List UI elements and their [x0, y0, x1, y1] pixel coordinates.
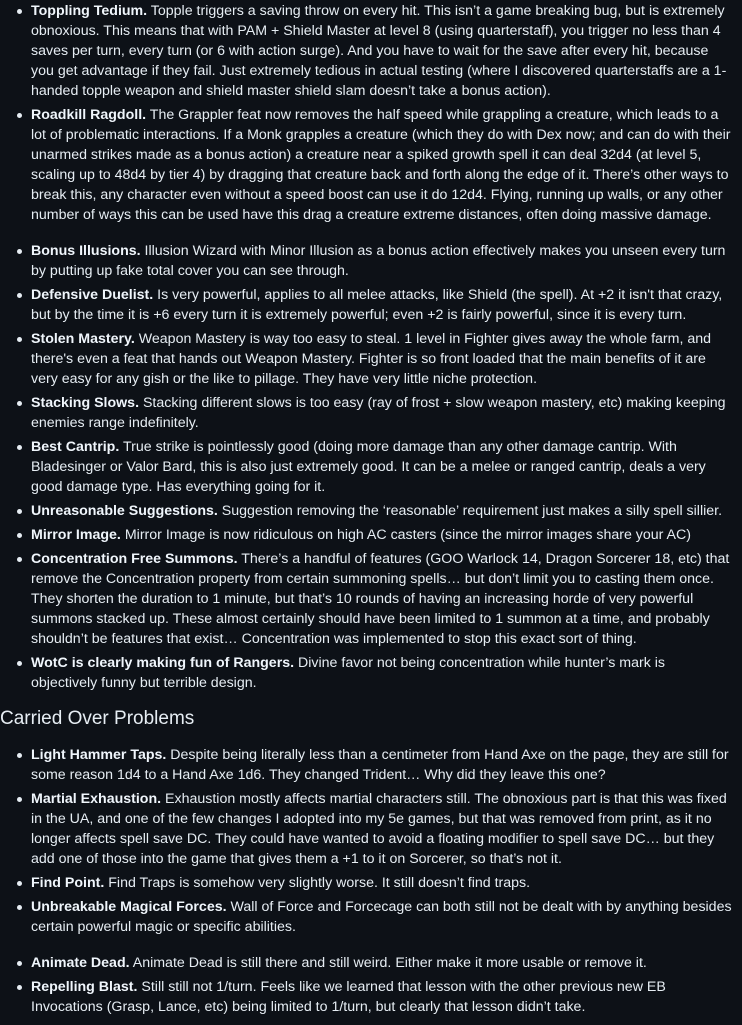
item-title: Stolen Mastery.	[31, 331, 135, 347]
list-item	[0, 953, 742, 973]
carried-over-list	[0, 745, 742, 1017]
item-title: WotC is clearly making fun of Rangers.	[31, 655, 295, 671]
item-text: Wall of Force and Forcecage can both still not be dealt with by anything besides certain powerful magic or specific abilities.	[31, 899, 732, 935]
list-item	[0, 285, 742, 325]
item-title: Mirror Image.	[31, 527, 121, 543]
item-title: Stacking Slows.	[31, 395, 140, 411]
section-heading: Carried Over Problems	[0, 708, 195, 729]
list-item	[0, 873, 742, 893]
problem-list	[0, 1, 742, 693]
item-title: Toppling Tedium.	[31, 3, 148, 19]
list-item	[0, 105, 742, 225]
list-item	[0, 525, 742, 545]
item-text: Suggestion removing the ‘reasonable’ requirement just makes a silly spell sillier.	[221, 503, 723, 519]
list-item	[0, 241, 742, 281]
item-text: Weapon Mastery is way too easy to steal. 1 level in Fighter gives away the whole farm, and there's even a feat that hands out Weapon Mastery. Fighter is so front loaded that the main benefits of it are very easy for any gish or the like to pillage. They have very little niche protection.	[31, 331, 712, 387]
item-title: Martial Exhaustion.	[31, 791, 162, 807]
item-title: Find Point.	[31, 875, 105, 891]
item-title: Unbreakable Magical Forces.	[31, 899, 227, 915]
item-title: Light Hammer Taps.	[31, 747, 167, 763]
item-text: Find Traps is somehow very slightly worse. It still doesn’t find traps.	[108, 875, 531, 891]
list-item	[0, 393, 742, 433]
item-text: Illusion Wizard with Minor Illusion as a bonus action effectively makes you unseen every turn by putting up fake total cover you can see through.	[31, 243, 726, 279]
item-text: Exhaustion mostly affects martial characters still. The obnoxious part is that this was fixed in the UA, and one of the few changes I adopted into my 5e games, but that was removed from print, as it no longer affects spell save DC. They could have wanted to avoid a floating modifier to spell save DC… but they add one of those into the game that gives them a +1 to it on Sorcerer, so that’s not it.	[31, 791, 727, 867]
item-title: Best Cantrip.	[31, 439, 120, 455]
list-item	[0, 745, 742, 785]
list-item	[0, 789, 742, 869]
item-title: Repelling Blast.	[31, 979, 138, 995]
item-title: Animate Dead.	[31, 955, 130, 971]
item-text: Stacking different slows is too easy (ray of frost + slow weapon mastery, etc) making keeping enemies range indefinitely.	[31, 395, 726, 431]
item-text: Divine favor not being concentration while hunter’s mark is objectively funny but terrible design.	[31, 655, 665, 691]
item-text: Is very powerful, applies to all melee attacks, like Shield (the spell). At +2 it isn't that crazy, but by the time it is +6 every turn it is extremely powerful; even +2 is fairly powerful, since it is every turn.	[31, 287, 723, 323]
list-item	[0, 437, 742, 497]
item-text: Topple triggers a saving throw on every hit. This isn’t a game breaking bug, but is extremely obnoxious. This means that with PAM + Shield Master at level 8 (using quarterstaff), you trigger no less than 4 saves per turn, every turn (or 6 with action surge). And you have to wait for the save after every hit, because you get advantage if they fail. Just extremely tedious in actual testing (where I discovered quarterstaffs are a 1-handed topple weapon and shield master shield slam doesn’t take a bonus action).	[31, 3, 727, 99]
item-text: There’s a handful of features (GOO Warlock 14, Dragon Sorcerer 18, etc) that remove the Concentration property from certain summoning spells… but don’t limit you to casting them once. They shorten the duration to 1 minute, but that’s 10 rounds of having an increasing horde of very powerful summons stacked up. These almost certainly should have been limited to 1 summon at a time, and probably shouldn’t be features that exist… Concentration was implemented to stop this exact sort of thing.	[31, 551, 730, 647]
item-title: Bonus Illusions.	[31, 243, 141, 259]
list-item	[0, 329, 742, 389]
item-text: The Grappler feat now removes the half speed while grappling a creature, which leads to a lot of problematic interactions. If a Monk grapples a creature (which they do with Dex now; and can do with their unarmed strikes made as a bonus action) a creature near a spiked growth spell it can deal 32d4 (at level 5, scaling up to 48d4 by tier 4) by dragging that creature back and forth along the edge of it. There’s other ways to break this, any character even without a speed boost can use it do 12d4. Flying, running up walls, or any other number of ways this can be used have this drag a creature extreme distances, often doing massive damage.	[31, 107, 731, 223]
list-item	[0, 549, 742, 649]
item-text: Still still not 1/turn. Feels like we learned that lesson with the other previous new EB Invocations (Grasp, Lance, etc) being limited to 1/turn, but clearly that lesson didn’t take.	[31, 979, 666, 1015]
list-item	[0, 1, 742, 101]
item-text: True strike is pointlessly good (doing more damage than any other damage cantrip. With Bladesinger or Valor Bard, this is also just extremely good. It can be a melee or ranged cantrip, deals a very good damage type. Has everything going for it.	[31, 439, 706, 495]
item-text: Mirror Image is now ridiculous on high AC casters (since the mirror images share your AC)	[124, 527, 691, 543]
item-title: Unreasonable Suggestions.	[31, 503, 218, 519]
item-title: Roadkill Ragdoll.	[31, 107, 147, 123]
item-title: Concentration Free Summons.	[31, 551, 238, 567]
list-item	[0, 501, 742, 521]
list-item	[0, 897, 742, 937]
item-text: Despite being literally less than a centimeter from Hand Axe on the page, they are still for some reason 1d4 to a Hand Axe 1d6. They changed Trident… Why did they leave this one?	[31, 747, 729, 783]
item-title: Defensive Duelist.	[31, 287, 154, 303]
item-text: Animate Dead is still there and still weird. Either make it more usable or remove it.	[132, 955, 647, 971]
list-item	[0, 653, 742, 693]
document	[0, 1, 742, 1021]
list-item	[0, 977, 742, 1017]
